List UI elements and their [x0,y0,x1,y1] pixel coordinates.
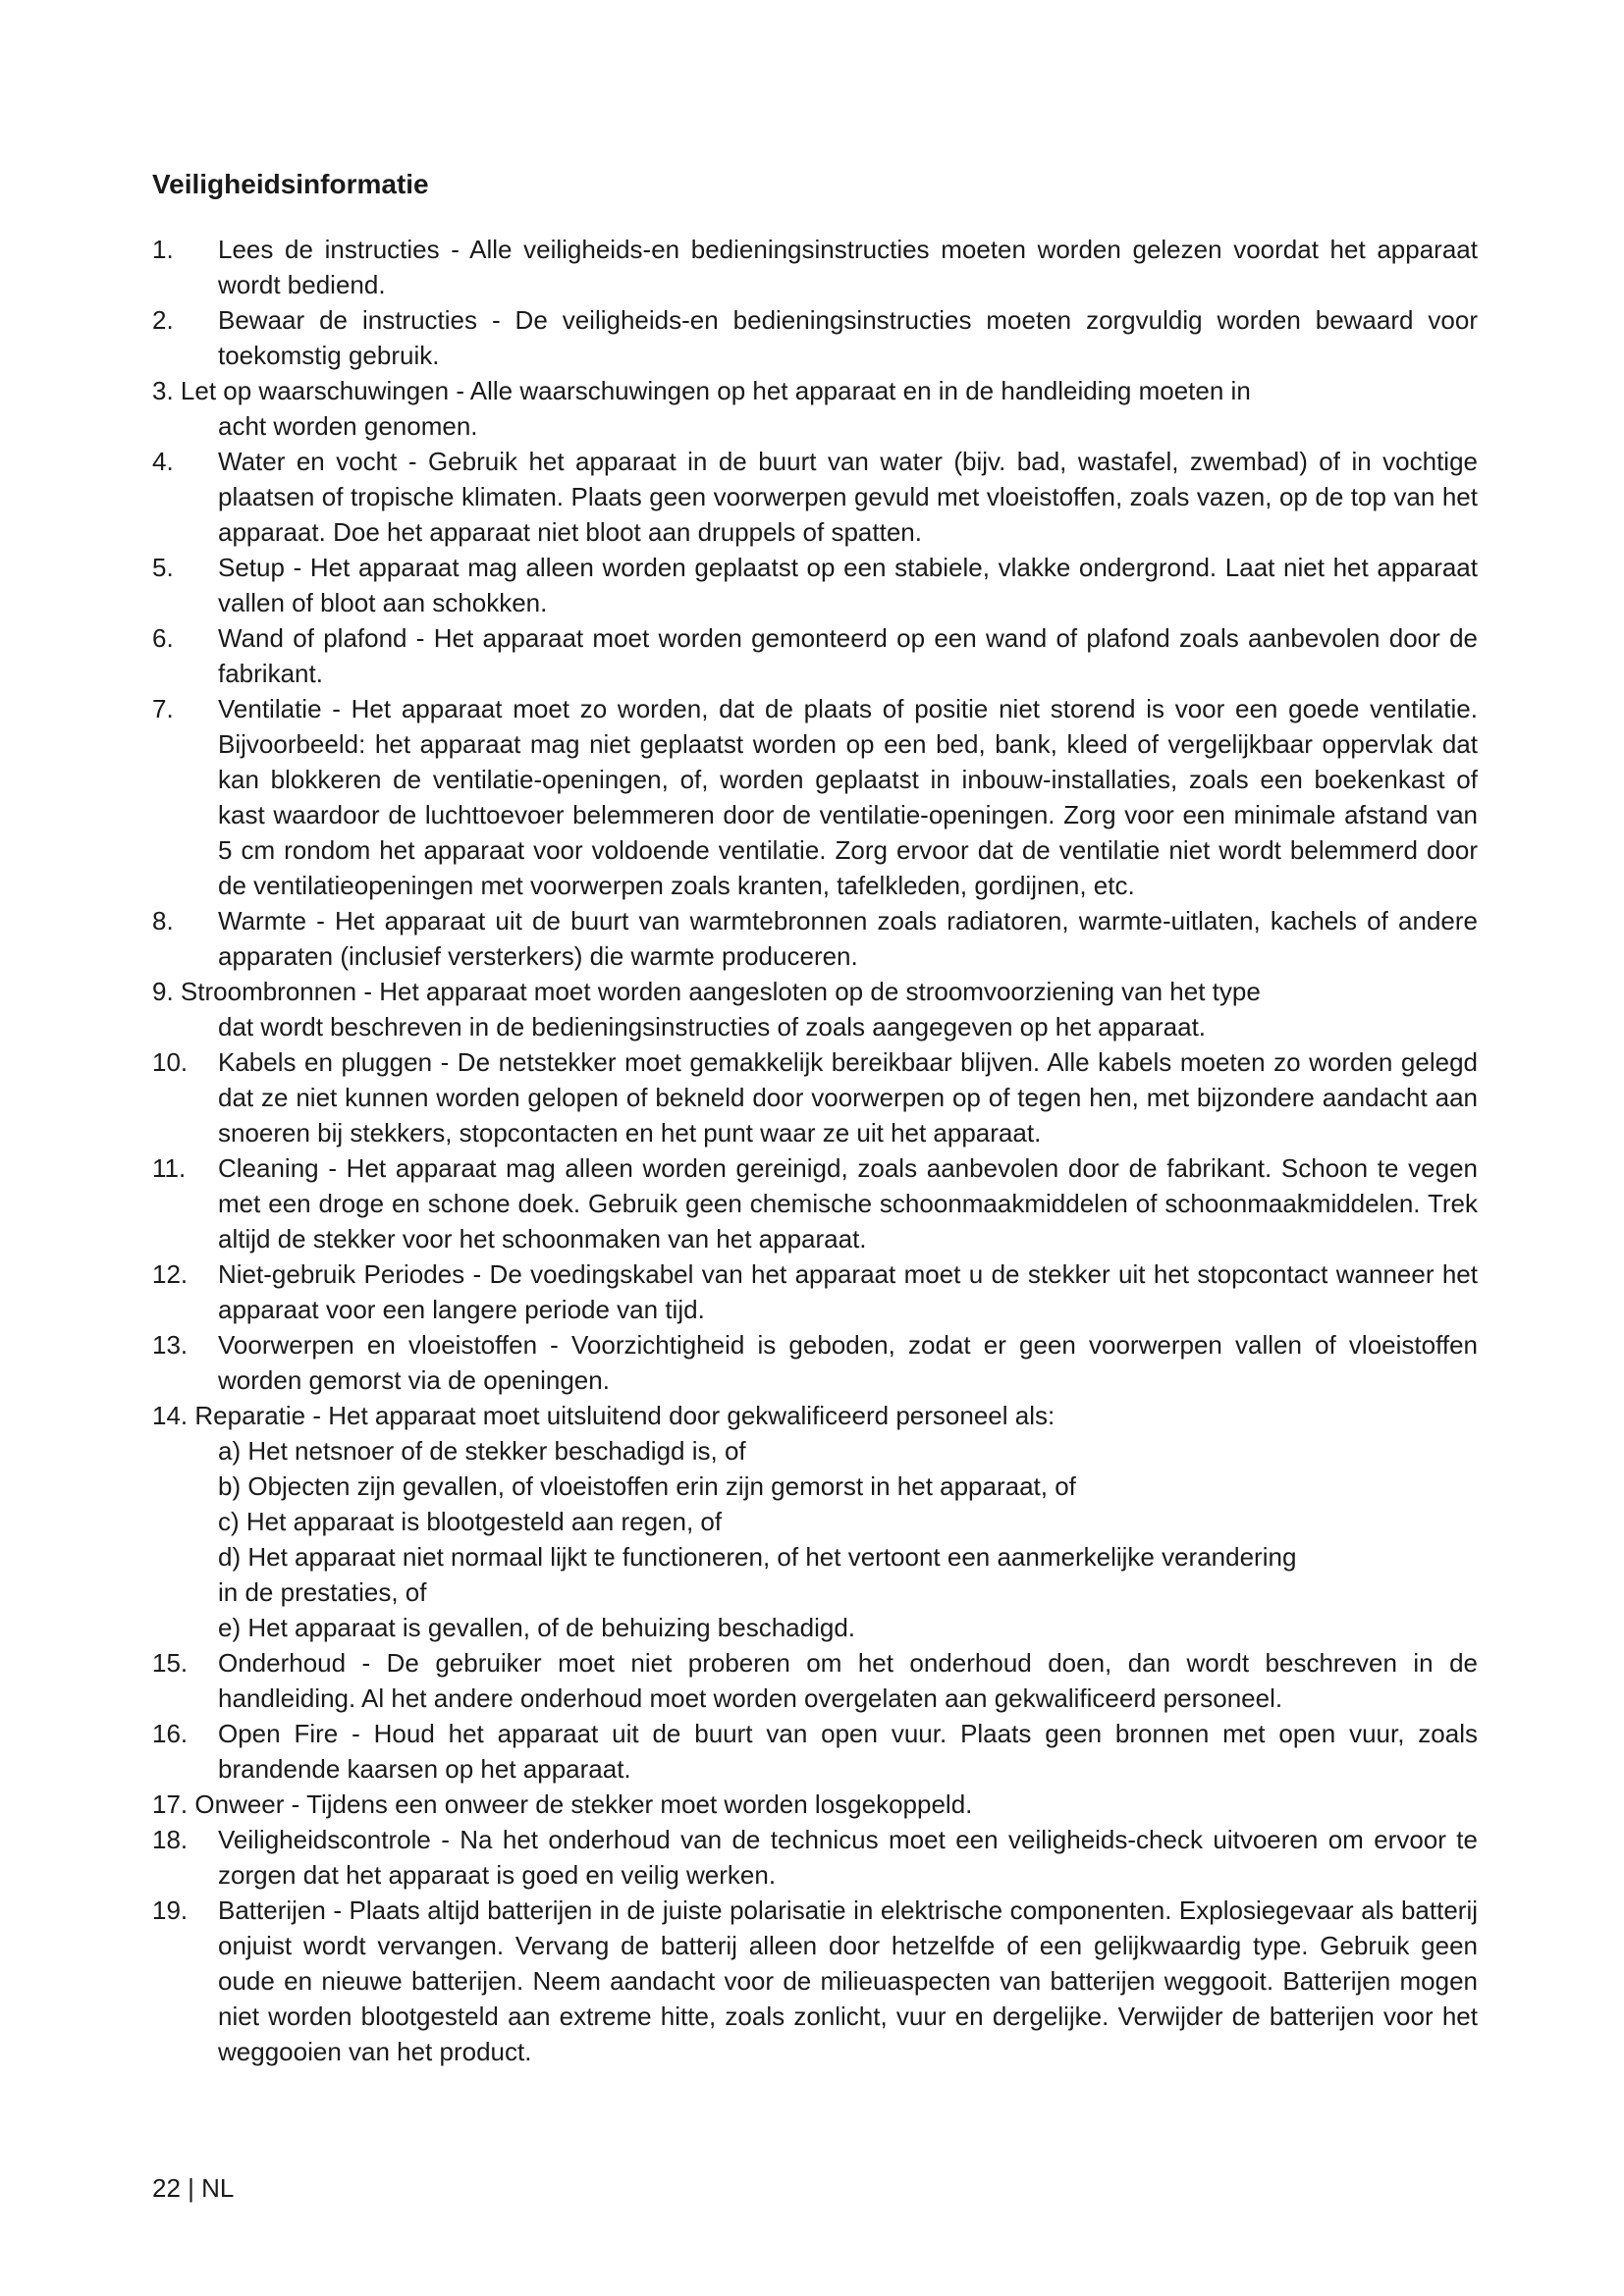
list-item [152,691,1478,903]
item-text: Veiligheidscontrole - Na het onderhoud van de technicus moet een veiligheids-check uitvoeren om ervoor te zorgen dat het apparaat is goed en veilig werken. [218,1825,1478,1890]
sub-item: e) Het apparaat is gevallen, of de behuizing beschadigd. [218,1613,855,1642]
item-text: Bewaar de instructies - De veiligheids-en bedieningsinstructies moeten zorgvuldig worden bewaard voor toekomstig gebruik. [218,305,1478,370]
sub-item: b) Objecten zijn gevallen, of vloeistoffen erin zijn gemorst in het apparaat, of [218,1471,1076,1501]
item-number: 19. [152,1896,189,1925]
item-text: Onderhoud - De gebruiker moet niet proberen om het onderhoud doen, dan wordt beschreven in de handleiding. Al het andere onderhoud moet worden overgelaten aan gekwalificeerd personeel. [218,1648,1478,1713]
item-number: 16. [152,1719,189,1748]
list-item [152,550,1478,620]
item-number: 4. [152,447,174,476]
list-item [152,1893,1478,2069]
item-text-continued: acht worden genomen. [218,411,478,441]
list-item [152,444,1478,550]
list-item [152,1150,1478,1256]
page-title: Veiligheidsinformatie [152,169,429,199]
list-item [152,1398,1478,1645]
item-text: Onweer - Tijdens een onweer de stekker moet worden losgekoppeld. [194,1789,973,1819]
item-text: Batterijen - Plaats altijd batterijen in de juiste polarisatie in elektrische componenten. Explosiegevaar als batterij onjuist wordt vervangen. Vervang de batterij alleen door hetzelfde of een gelijkwaardig type. Gebruik geen oude en nieuwe batterijen. Neem aandacht voor de milieuaspecten van batterijen weggooit. Batterijen mogen niet worden blootgesteld aan extreme hitte, zoals zonlicht, vuur en dergelijke. Verwijder de batterijen voor het weggooien van het product. [218,1896,1478,2066]
item-number: 11. [152,1153,187,1183]
list-item [152,1787,1478,1822]
item-text: Cleaning - Het apparaat mag alleen worden gereinigd, zoals aanbevolen door de fabrikant. Schoon te vegen met een droge en schone doek. Gebruik geen chemische schoonmaakmiddelen of schoonmaakmiddelen. Trek altijd de stekker voor het schoonmaken van het apparaat. [218,1153,1478,1254]
item-text: Kabels en pluggen - De netstekker moet gemakkelijk bereikbaar blijven. Alle kabels moeten zo worden gelegd dat ze niet kunnen worden gelopen of bekneld door voorwerpen op of tegen hen, met bijzondere aandacht aan snoeren bij stekkers, stopcontacten en het punt waar ze uit het apparaat. [218,1047,1478,1148]
item-number: 8. [152,906,174,935]
safety-list [152,232,1478,2069]
item-number: 13. [152,1330,189,1360]
item-text: Let op waarschuwingen - Alle waarschuwingen op het apparaat en in de handleiding moeten in [180,376,1251,405]
item-text: Ventilatie - Het apparaat moet zo worden, dat de plaats of positie niet storend is voor een goede ventilatie. Bijvoorbeeld: het apparaat mag niet geplaatst worden op een bed, bank, kleed of vergelijkbaar oppervlak dat kan blokkeren de ventilatie-openingen, of, worden geplaatst in inbouw-installaties, zoals een boekenkast of kast waardoor de luchttoevoer belemmeren door de ventilatie-openingen. Zorg voor een minimale afstand van 5 cm rondom het apparaat voor voldoende ventilatie. Zorg ervoor dat de ventilatie niet wordt belemmerd door de ventilatieopeningen met voorwerpen zoals kranten, tafelkleden, gordijnen, etc. [218,694,1478,900]
list-item [152,373,1478,444]
list-item [152,1044,1478,1150]
item-text-continued: dat wordt beschreven in de bedieningsinstructies of zoals aangegeven op het apparaat. [218,1012,1207,1041]
page-footer: 22 | NL [152,2173,235,2203]
item-text: Voorwerpen en vloeistoffen - Voorzichtigheid is geboden, zodat er geen voorwerpen vallen of vloeistoffen worden gemorst via de openingen. [218,1330,1478,1395]
item-number: 18. [152,1825,189,1854]
list-item [152,232,1478,302]
item-number: 14. [152,1401,189,1430]
sub-item: c) Het apparaat is blootgesteld aan regen, of [218,1507,723,1536]
item-number: 9. [152,977,174,1006]
item-number: 10. [152,1047,189,1077]
item-text: Water en vocht - Gebruik het apparaat in de buurt van water (bijv. bad, wastafel, zwembad) of in vochtige plaatsen of tropische klimaten. Plaats geen voorwerpen gevuld met vloeistoffen, zoals vazen, op de top van het apparaat. Doe het apparaat niet bloot aan druppels of spatten. [218,447,1478,547]
item-text: Setup - Het apparaat mag alleen worden geplaatst op een stabiele, vlakke ondergrond. Laat niet het apparaat vallen of bloot aan schokken. [218,553,1478,617]
item-number: 3. [152,376,174,405]
list-item [152,1645,1478,1716]
item-text: Stroombronnen - Het apparaat moet worden aangesloten op de stroomvoorziening van het type [180,977,1261,1006]
sub-item: a) Het netsnoer of de stekker beschadigd is, of [218,1436,746,1466]
item-number: 7. [152,694,174,723]
list-item [152,1256,1478,1327]
list-item [152,1327,1478,1398]
list-item [152,620,1478,691]
item-number: 15. [152,1648,189,1678]
document-page [152,167,1478,2069]
item-text: Warmte - Het apparaat uit de buurt van warmtebronnen zoals radiatoren, warmte-uitlaten, kachels of andere apparaten (inclusief versterkers) die warmte produceren. [218,906,1478,971]
list-item [152,1716,1478,1787]
list-item [152,974,1478,1044]
item-number: 1. [152,235,174,264]
item-text: Open Fire - Houd het apparaat uit de buurt van open vuur. Plaats geen bronnen met open vuur, zoals brandende kaarsen op het apparaat. [218,1719,1478,1784]
item-number: 17. [152,1789,189,1819]
item-text: Niet-gebruik Periodes - De voedingskabel van het apparaat moet u de stekker uit het stopcontact wanneer het apparaat voor een langere periode van tijd. [218,1259,1478,1324]
list-item [152,302,1478,373]
sub-item: in de prestaties, of [218,1577,427,1607]
item-text: Reparatie - Het apparaat moet uitsluitend door gekwalificeerd personeel als: [194,1401,1056,1430]
list-item [152,1822,1478,1893]
item-number: 12. [152,1259,189,1289]
item-text: Lees de instructies - Alle veiligheids-en bedieningsinstructies moeten worden gelezen voordat het apparaat wordt bediend. [218,235,1478,299]
item-number: 2. [152,305,174,335]
item-text: Wand of plafond - Het apparaat moet worden gemonteerd op een wand of plafond zoals aanbevolen door de fabrikant. [218,623,1478,688]
item-number: 5. [152,553,174,582]
item-number: 6. [152,623,174,653]
list-item [152,903,1478,974]
sub-item: d) Het apparaat niet normaal lijkt te functioneren, of het vertoont een aanmerkelijke verandering [218,1542,1297,1572]
